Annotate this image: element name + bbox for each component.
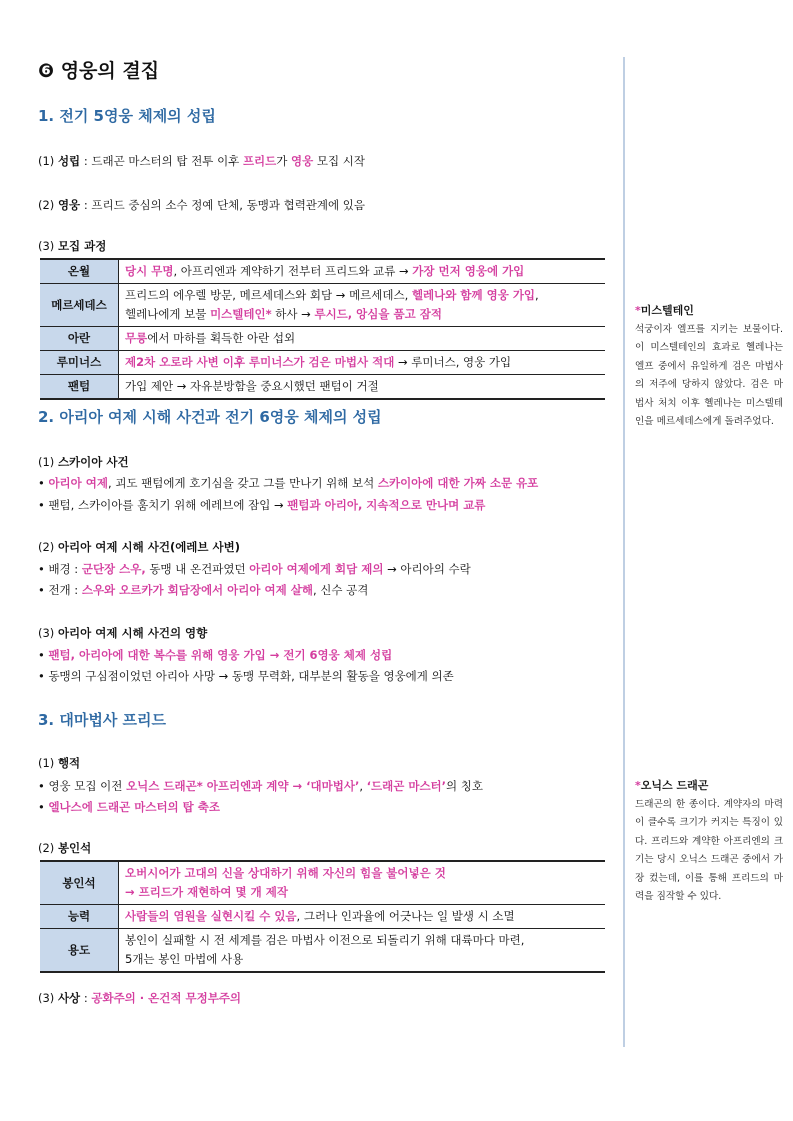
s2-sub-2-bullet-2 bbox=[38, 582, 368, 598]
row-header: 용도 bbox=[40, 929, 119, 973]
s2-sub-3 bbox=[38, 625, 207, 641]
row-content bbox=[119, 929, 606, 973]
text-segment: 헬레나에게 보물 bbox=[125, 307, 211, 321]
text-segment: 모집 시작 bbox=[313, 154, 366, 168]
bold-label: 영웅 bbox=[57, 198, 81, 212]
text-segment: • 전개 : bbox=[38, 583, 82, 597]
highlighted-text: 제2차 오로라 사변 이후 루미너스가 검은 마법사 적대 bbox=[125, 355, 395, 369]
footnote-body: 드래곤의 한 종이다. 계약자의 마력이 클수록 크기가 커지는 특징이 있다. 프리드와 계약한 아프리엔의 크기는 당시 오닉스 드래곤 중에서 가장 컸는데, 이를 통해 프리드의 마력을 짐작할 수 있다. bbox=[635, 799, 783, 903]
highlighted-text: 당시 무명 bbox=[125, 264, 174, 278]
text-segment: 봉인이 실패할 시 전 세계를 검은 마법사 이전으로 되돌리기 위해 대륙마다 마련, bbox=[125, 933, 525, 947]
footnote-onyx-dragon bbox=[635, 776, 783, 906]
row-header: 아란 bbox=[40, 327, 119, 351]
text-segment: • 팬텀, 스카이아를 훔치기 위해 에레브에 잠입 → bbox=[38, 498, 288, 512]
page-title: ❻ 영웅의 결집 bbox=[38, 60, 160, 82]
cell-line bbox=[125, 262, 599, 281]
highlighted-text: 프리드 bbox=[242, 154, 277, 168]
highlighted-text: 아리아 여제 bbox=[48, 476, 109, 490]
s2-sub-1 bbox=[38, 454, 129, 470]
recruitment-table bbox=[40, 258, 605, 400]
text-segment: , 괴도 팬텀에게 호기심을 갖고 그를 만나기 위해 보석 bbox=[108, 476, 378, 490]
highlighted-text: 아리아 여제에게 회담 제의 bbox=[249, 562, 384, 576]
text-segment: • 배경 : bbox=[38, 562, 82, 576]
text-segment: 5개는 봉인 마법에 사용 bbox=[125, 952, 244, 966]
bold-label: 스카이아 사건 bbox=[57, 455, 129, 469]
table-row bbox=[40, 375, 605, 400]
highlighted-text: 무릉 bbox=[125, 331, 148, 345]
text-segment: 의 칭호 bbox=[446, 779, 484, 793]
table-row bbox=[40, 905, 605, 929]
text-segment: 에서 마하를 획득한 아란 섭외 bbox=[147, 331, 296, 345]
text-segment: : 프리드 중심의 소수 정예 단체, 동맹과 협력관계에 있음 bbox=[80, 198, 365, 212]
cell-line bbox=[125, 329, 599, 348]
text-segment: (2) bbox=[38, 841, 58, 855]
footnote-star: * bbox=[635, 304, 641, 317]
text-segment: , 그러나 인과율에 어긋나는 일 발생 시 소멸 bbox=[296, 909, 515, 923]
cell-line bbox=[125, 883, 599, 902]
highlighted-text: 오버시어가 고대의 신을 상대하기 위해 자신의 힘을 불어넣은 것 bbox=[125, 866, 446, 880]
text-segment: 하사 → bbox=[271, 307, 315, 321]
row-content bbox=[119, 861, 606, 905]
text-segment: , 아프리엔과 계약하기 전부터 프리드와 교류 → bbox=[173, 264, 413, 278]
s3-sub-3 bbox=[38, 990, 241, 1006]
row-content bbox=[119, 284, 606, 327]
highlighted-text: ‘드래곤 마스터’ bbox=[366, 779, 447, 793]
table-row bbox=[40, 327, 605, 351]
s2-sub-2-bullet-1 bbox=[38, 561, 471, 577]
row-header: 능력 bbox=[40, 905, 119, 929]
text-segment: • bbox=[38, 648, 49, 662]
s3-sub-1-bullet-2 bbox=[38, 799, 220, 815]
s2-sub-1-bullet-1 bbox=[38, 475, 538, 491]
highlighted-text: 군단장 스우, bbox=[81, 562, 146, 576]
text-segment: • 영웅 모집 이전 bbox=[38, 779, 127, 793]
footnote-title: 오닉스 드래곤 bbox=[640, 779, 709, 792]
text-segment: : bbox=[80, 991, 92, 1005]
text-segment: : 드래곤 마스터의 탑 전투 이후 bbox=[80, 154, 243, 168]
s3-sub-2 bbox=[38, 840, 91, 856]
s2-sub-2 bbox=[38, 539, 240, 555]
text-segment: (1) bbox=[38, 756, 58, 770]
highlighted-text: 스카이아에 대한 가짜 소문 유포 bbox=[377, 476, 539, 490]
footnote-star: * bbox=[635, 779, 641, 792]
highlighted-text: 사람들의 염원을 실현시킬 수 있음 bbox=[125, 909, 297, 923]
text-segment: • bbox=[38, 800, 49, 814]
highlighted-text: 가장 먼저 영웅에 가입 bbox=[412, 264, 525, 278]
row-header: 온월 bbox=[40, 259, 119, 284]
text-segment: (3) bbox=[38, 991, 58, 1005]
cell-line bbox=[125, 950, 599, 969]
bold-label: 사상 bbox=[57, 991, 81, 1005]
bold-label: 성립 bbox=[57, 154, 81, 168]
cell-line bbox=[125, 305, 599, 324]
row-header: 봉인석 bbox=[40, 861, 119, 905]
seal-stone-table bbox=[40, 860, 605, 973]
row-content bbox=[119, 327, 606, 351]
table-row bbox=[40, 284, 605, 327]
row-header: 메르세데스 bbox=[40, 284, 119, 327]
footnote-title: 미스텔테인 bbox=[640, 304, 694, 317]
s2-sub-3-bullet-1 bbox=[38, 647, 392, 663]
text-segment: 동맹 내 온건파였던 bbox=[145, 562, 250, 576]
footnote-mistilteinn bbox=[635, 301, 783, 431]
highlighted-text: 팬텀, 아리아에 대한 복수를 위해 영웅 가입 → 전기 6영웅 체제 성립 bbox=[48, 648, 393, 662]
cell-line bbox=[125, 286, 599, 305]
highlighted-text: 공화주의 · 온건적 무정부주의 bbox=[91, 991, 242, 1005]
highlighted-text: 루시드, 앙심을 품고 잠적 bbox=[314, 307, 442, 321]
s1-item-2 bbox=[38, 197, 365, 213]
cell-line bbox=[125, 377, 599, 396]
bold-label: 행적 bbox=[57, 756, 81, 770]
section-1-heading: 1. 전기 5영웅 체제의 성립 bbox=[38, 107, 216, 125]
text-segment: (1) bbox=[38, 154, 58, 168]
text-segment: , bbox=[535, 288, 539, 302]
s1-item-3-label bbox=[38, 238, 106, 254]
highlighted-text: 영웅 bbox=[291, 154, 314, 168]
row-content bbox=[119, 905, 606, 929]
text-segment: , 신수 공격 bbox=[312, 583, 369, 597]
row-content bbox=[119, 259, 606, 284]
s3-sub-1-bullet-1 bbox=[38, 778, 483, 794]
table-row bbox=[40, 259, 605, 284]
highlighted-text: 팬텀과 아리아, 지속적으로 만나며 교류 bbox=[287, 498, 486, 512]
bold-label: 아리아 여제 시해 사건(에레브 사변) bbox=[57, 540, 241, 554]
text-segment: • bbox=[38, 476, 49, 490]
text-segment: • 동맹의 구심점이었던 아리아 사망 → 동맹 무력화, 대부분의 활동을 영웅에게 의존 bbox=[38, 669, 454, 683]
row-header: 팬텀 bbox=[40, 375, 119, 400]
cell-line bbox=[125, 864, 599, 883]
cell-line bbox=[125, 907, 599, 926]
s2-sub-3-bullet-2 bbox=[38, 668, 454, 684]
text-segment: (1) bbox=[38, 455, 58, 469]
text-segment: 프리드의 에우렐 방문, 메르세데스와 회담 → 메르세데스, bbox=[125, 288, 412, 302]
row-content bbox=[119, 351, 606, 375]
row-header: 루미너스 bbox=[40, 351, 119, 375]
highlighted-text: → 프리드가 재현하여 몇 개 제작 bbox=[125, 885, 288, 899]
sidebar-divider bbox=[623, 57, 625, 1047]
highlighted-text: 미스텔테인* bbox=[210, 307, 272, 321]
text-segment: → 아리아의 수락 bbox=[383, 562, 471, 576]
cell-line bbox=[125, 353, 599, 372]
text-segment: 가입 제안 → 자유분방함을 중요시했던 팬텀이 거절 bbox=[125, 379, 379, 393]
text-segment: 가 bbox=[276, 154, 292, 168]
text-segment: , bbox=[359, 779, 367, 793]
row-content bbox=[119, 375, 606, 400]
text-segment: (2) bbox=[38, 198, 58, 212]
highlighted-text: 엘나스에 드래곤 마스터의 탑 축조 bbox=[48, 800, 220, 814]
cell-line bbox=[125, 931, 599, 950]
table-row bbox=[40, 929, 605, 973]
highlighted-text: 헬레나와 함께 영웅 가입 bbox=[411, 288, 536, 302]
text-segment: (3) bbox=[38, 239, 58, 253]
bold-label: 모집 과정 bbox=[57, 239, 107, 253]
bold-label: 봉인석 bbox=[57, 841, 92, 855]
bold-label: 아리아 여제 시해 사건의 영향 bbox=[57, 626, 208, 640]
text-segment: (3) bbox=[38, 626, 58, 640]
section-2-heading: 2. 아리아 여제 시해 사건과 전기 6영웅 체제의 성립 bbox=[38, 408, 382, 426]
text-segment: → 루미너스, 영웅 가입 bbox=[394, 355, 512, 369]
highlighted-text: 오닉스 드래곤* 아프리엔과 계약 → ‘대마법사’ bbox=[126, 779, 360, 793]
s1-item-1 bbox=[38, 153, 365, 169]
s2-sub-1-bullet-2 bbox=[38, 497, 485, 513]
text-segment: (2) bbox=[38, 540, 58, 554]
section-3-heading: 3. 대마법사 프리드 bbox=[38, 711, 167, 729]
table-row bbox=[40, 351, 605, 375]
highlighted-text: 스우와 오르카가 회담장에서 아리아 여제 살해 bbox=[81, 583, 313, 597]
table-row bbox=[40, 861, 605, 905]
footnote-body: 석궁이자 엘프를 지키는 보물이다. 이 미스텔테인의 효과로 헬레나는 엘프 중에서 유일하게 검은 마법사의 저주에 당하지 않았다. 검은 마법사 처치 이후 헬레나는 미스텔테인을 메르세데스에게 돌려주었다. bbox=[635, 324, 783, 428]
s3-sub-1 bbox=[38, 755, 80, 771]
